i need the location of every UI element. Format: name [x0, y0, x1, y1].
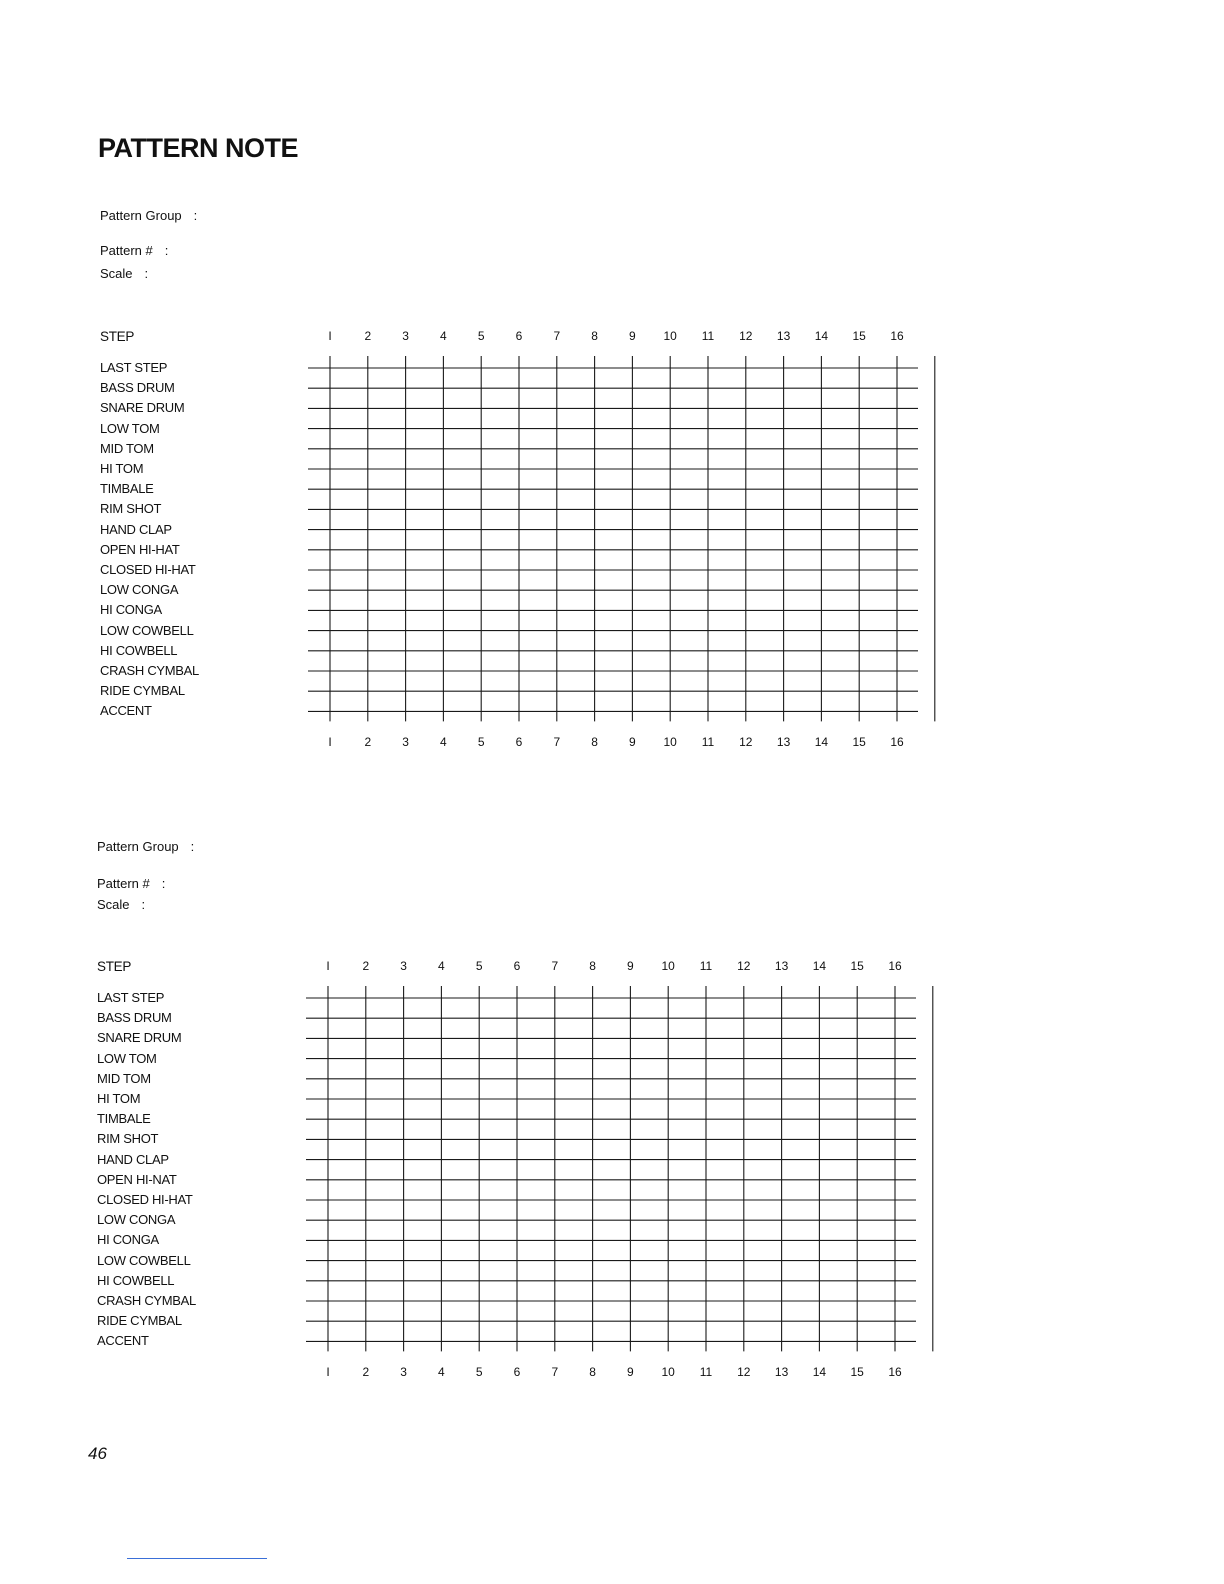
- instrument-row-label: LOW COWBELL: [97, 1252, 191, 1268]
- step-number-top: 15: [852, 329, 866, 343]
- step-number-top: 15: [850, 959, 864, 973]
- step-number-bottom: 11: [699, 1365, 713, 1379]
- step-number-top: 6: [513, 959, 521, 973]
- scale-field: Scale :: [97, 897, 146, 912]
- step-number-top: 16: [888, 959, 902, 973]
- step-number-top: 2: [362, 959, 370, 973]
- instrument-row-label: RIDE CYMBAL: [100, 683, 185, 699]
- instrument-row-label: MID TOM: [97, 1070, 151, 1086]
- instrument-row-label: LOW CONGA: [97, 1212, 176, 1228]
- step-number-bottom: 13: [774, 1365, 789, 1379]
- step-number-top: 9: [629, 329, 636, 343]
- instrument-row-label: SNARE DRUM: [100, 400, 185, 416]
- step-number-bottom: I: [326, 1365, 330, 1379]
- step-number-bottom: 15: [850, 1365, 864, 1379]
- step-number-top: 3: [400, 959, 407, 973]
- step-number-top: I: [328, 329, 332, 343]
- scale-field: Scale :: [100, 266, 149, 281]
- step-number-bottom: 10: [661, 1365, 675, 1379]
- instrument-row-label: RIDE CYMBAL: [97, 1313, 182, 1329]
- step-number-bottom: 7: [551, 1365, 559, 1379]
- step-number-bottom: 10: [663, 735, 677, 749]
- step-number-top: 6: [515, 329, 523, 343]
- instrument-row-label: TIMBALE: [97, 1111, 151, 1127]
- step-number-top: 7: [551, 959, 559, 973]
- step-number-bottom: 3: [400, 1365, 407, 1379]
- step-number-bottom: 6: [515, 735, 523, 749]
- instrument-row-label: BASS DRUM: [100, 380, 175, 396]
- instrument-row-label: ACCENT: [100, 703, 152, 719]
- step-label: STEP: [100, 329, 135, 344]
- step-number-bottom: 8: [591, 735, 598, 749]
- step-number-bottom: 14: [814, 735, 829, 749]
- step-number-top: 14: [814, 329, 829, 343]
- step-number-top: 8: [591, 329, 598, 343]
- instrument-row-label: LOW TOM: [97, 1050, 157, 1066]
- instrument-row-label: MID TOM: [100, 440, 154, 456]
- step-number-bottom: 5: [475, 1365, 483, 1379]
- step-number-top: 11: [699, 959, 713, 973]
- step-number-top: 5: [477, 329, 485, 343]
- instrument-row-label: ACCENT: [97, 1333, 149, 1349]
- instrument-row-label: TIMBALE: [100, 481, 154, 497]
- instrument-row-label: HI CONGA: [100, 602, 162, 618]
- instrument-row-label: CRASH CYMBAL: [100, 663, 199, 678]
- step-number-top: 12: [739, 329, 753, 343]
- step-number-bottom: 12: [737, 1365, 751, 1379]
- instrument-row-label: BASS DRUM: [97, 1010, 172, 1026]
- step-number-bottom: 16: [888, 1365, 902, 1379]
- instrument-row-label: LAST STEP: [97, 990, 165, 1005]
- step-number-bottom: 14: [812, 1365, 827, 1379]
- step-number-bottom: 15: [852, 735, 866, 749]
- step-number-bottom: 13: [776, 735, 791, 749]
- step-number-bottom: 2: [364, 735, 372, 749]
- pattern-group-field: Pattern Group :: [100, 208, 198, 223]
- instrument-row-label: CLOSED HI-HAT: [100, 562, 196, 577]
- instrument-row-label: HAND CLAP: [100, 521, 172, 537]
- pattern-number-field: Pattern # :: [97, 876, 166, 891]
- step-number-bottom: 3: [402, 735, 409, 749]
- instrument-row-label: HI COWBELL: [100, 642, 178, 658]
- page-title: PATTERN NOTE: [98, 133, 298, 163]
- step-number-top: 10: [661, 959, 675, 973]
- step-number-bottom: 12: [739, 735, 753, 749]
- instrument-row-label: LOW TOM: [100, 420, 160, 436]
- instrument-row-label: RIM SHOT: [100, 501, 162, 517]
- step-number-top: 4: [440, 329, 447, 343]
- step-number-top: 10: [663, 329, 677, 343]
- step-number-top: 2: [364, 329, 372, 343]
- instrument-row-label: LOW COWBELL: [100, 622, 194, 638]
- step-label: STEP: [97, 959, 132, 974]
- step-number-bottom: 9: [629, 735, 636, 749]
- step-number-top: 3: [402, 329, 409, 343]
- step-number-top: 11: [701, 329, 715, 343]
- step-number-bottom: 11: [701, 735, 715, 749]
- step-number-bottom: 7: [553, 735, 561, 749]
- instrument-row-label: HI CONGA: [97, 1232, 159, 1248]
- step-number-bottom: 9: [627, 1365, 634, 1379]
- page-number: 46: [88, 1444, 107, 1463]
- instrument-row-label: LAST STEP: [100, 360, 168, 375]
- step-number-bottom: I: [328, 735, 332, 749]
- step-number-top: 14: [812, 959, 827, 973]
- instrument-row-label: OPEN HI-NAT: [97, 1171, 177, 1187]
- step-number-top: 8: [589, 959, 596, 973]
- instrument-row-label: HI COWBELL: [97, 1272, 175, 1288]
- instrument-row-label: LOW CONGA: [100, 582, 179, 598]
- step-number-bottom: 4: [438, 1365, 445, 1379]
- step-number-bottom: 2: [362, 1365, 370, 1379]
- step-number-top: 4: [438, 959, 445, 973]
- step-number-bottom: 4: [440, 735, 447, 749]
- instrument-row-label: HI TOM: [97, 1091, 141, 1106]
- instrument-row-label: SNARE DRUM: [97, 1030, 182, 1046]
- footer-rule: [127, 1558, 267, 1559]
- step-number-bottom: 16: [890, 735, 904, 749]
- step-number-bottom: 6: [513, 1365, 521, 1379]
- step-number-top: I: [326, 959, 330, 973]
- step-number-top: 13: [774, 959, 789, 973]
- instrument-row-label: HAND CLAP: [97, 1151, 169, 1167]
- step-number-bottom: 8: [589, 1365, 596, 1379]
- step-number-top: 7: [553, 329, 561, 343]
- pattern-group-field: Pattern Group :: [97, 839, 195, 854]
- step-number-top: 5: [475, 959, 483, 973]
- step-number-bottom: 5: [477, 735, 485, 749]
- instrument-row-label: CLOSED HI-HAT: [97, 1192, 193, 1207]
- instrument-row-label: CRASH CYMBAL: [97, 1293, 196, 1308]
- pattern-number-field: Pattern # :: [100, 243, 169, 258]
- step-number-top: 16: [890, 329, 904, 343]
- step-number-top: 12: [737, 959, 751, 973]
- step-number-top: 13: [776, 329, 791, 343]
- instrument-row-label: RIM SHOT: [97, 1131, 159, 1147]
- instrument-row-label: OPEN HI-HAT: [100, 541, 180, 557]
- step-number-top: 9: [627, 959, 634, 973]
- instrument-row-label: HI TOM: [100, 461, 144, 476]
